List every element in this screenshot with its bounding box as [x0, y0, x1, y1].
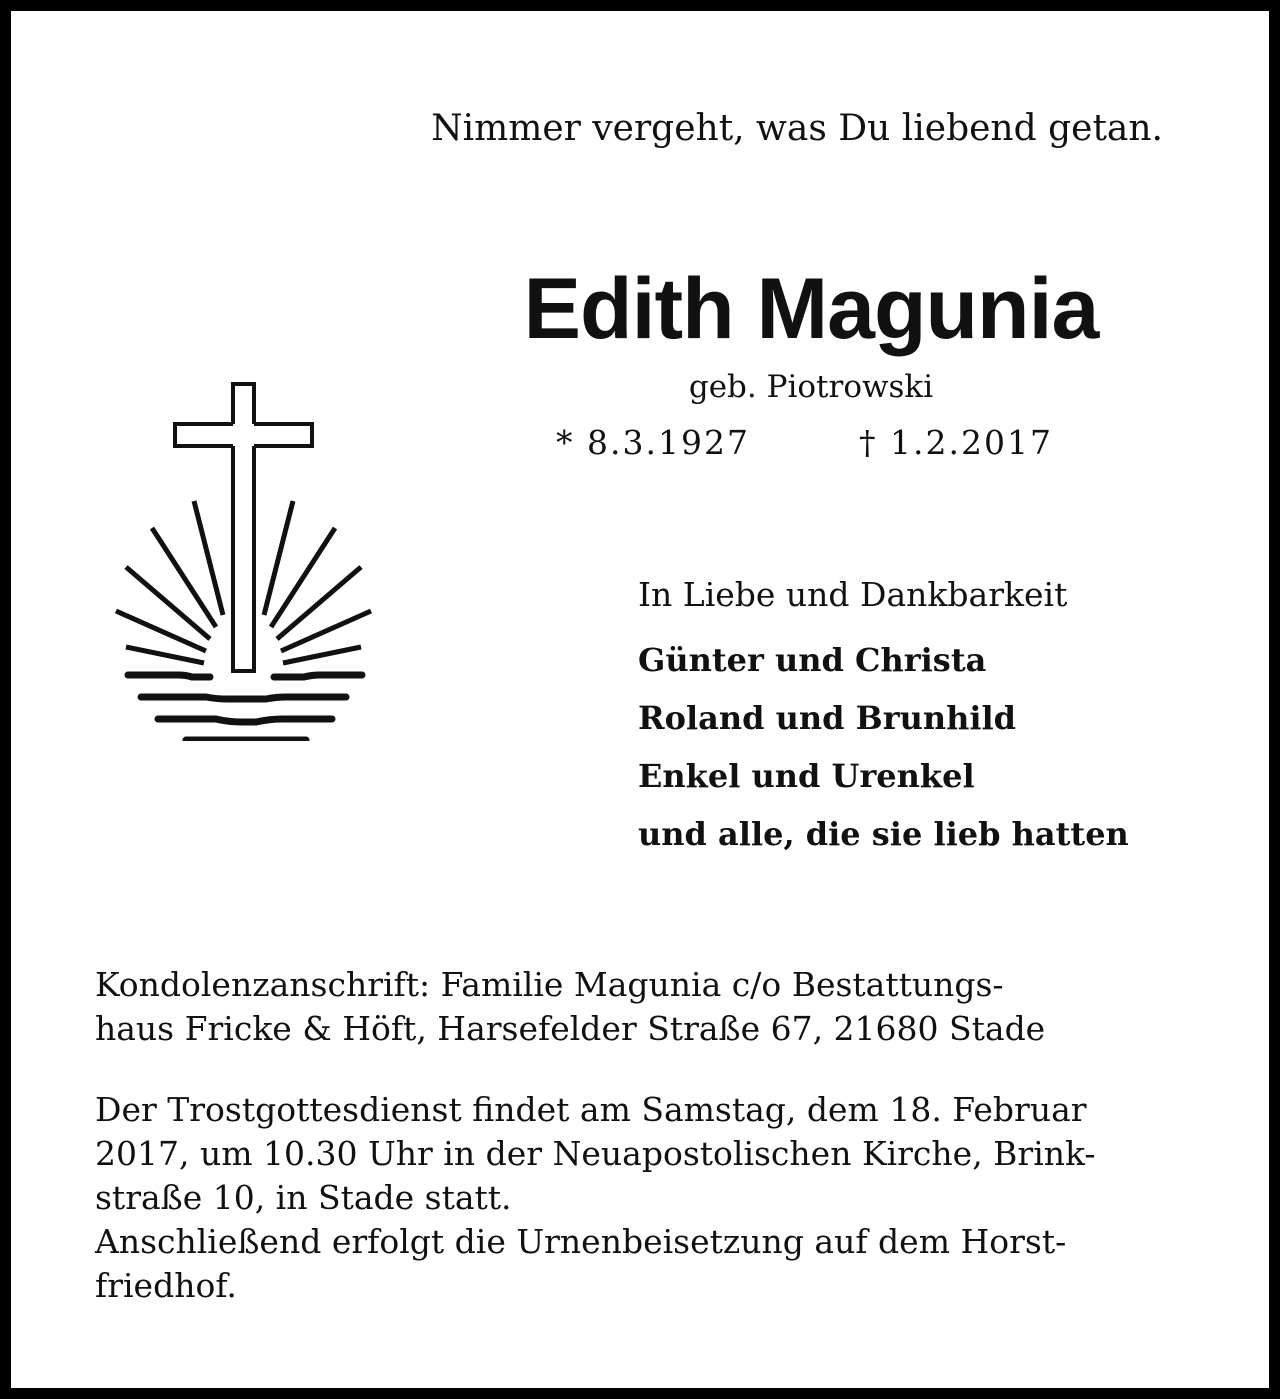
- deceased-name: Edith Magunia: [523, 261, 1099, 357]
- maiden-name: geb. Piotrowski: [688, 369, 934, 405]
- birth-date: * 8.3.1927: [556, 423, 750, 462]
- mourner-entry: Enkel und Urenkel: [638, 757, 975, 795]
- condolence-address: Kondolenzanschrift: Familie Magunia c/o Bestattungs- haus Fricke & Höft, Harsefelder Straße 67, 21680 Stade: [95, 965, 1046, 1048]
- burial-notice: Anschließend erfolgt die Urnenbeisetzung auf dem Horst- friedhof.: [95, 1222, 1067, 1305]
- mourner-entry: und alle, die sie lieb hatten: [638, 815, 1129, 853]
- mourner-entry: Roland und Brunhild: [638, 699, 1017, 737]
- cross-with-sunrise-and-water-icon: [106, 371, 386, 741]
- mourner-entry: Günter und Christa: [638, 641, 987, 679]
- mourners-list: [638, 631, 1129, 863]
- death-date: † 1.2.2017: [859, 423, 1053, 462]
- motto-line: Nimmer vergeht, was Du liebend getan.: [431, 108, 1163, 149]
- service-notice: Der Trostgottesdienst findet am Samstag, dem 18. Februar 2017, um 10.30 Uhr in der Neuapostolischen Kirche, Brink- straße 10, in Stade statt.: [95, 1090, 1096, 1217]
- thanks-line: In Liebe und Dankbarkeit: [638, 575, 1068, 614]
